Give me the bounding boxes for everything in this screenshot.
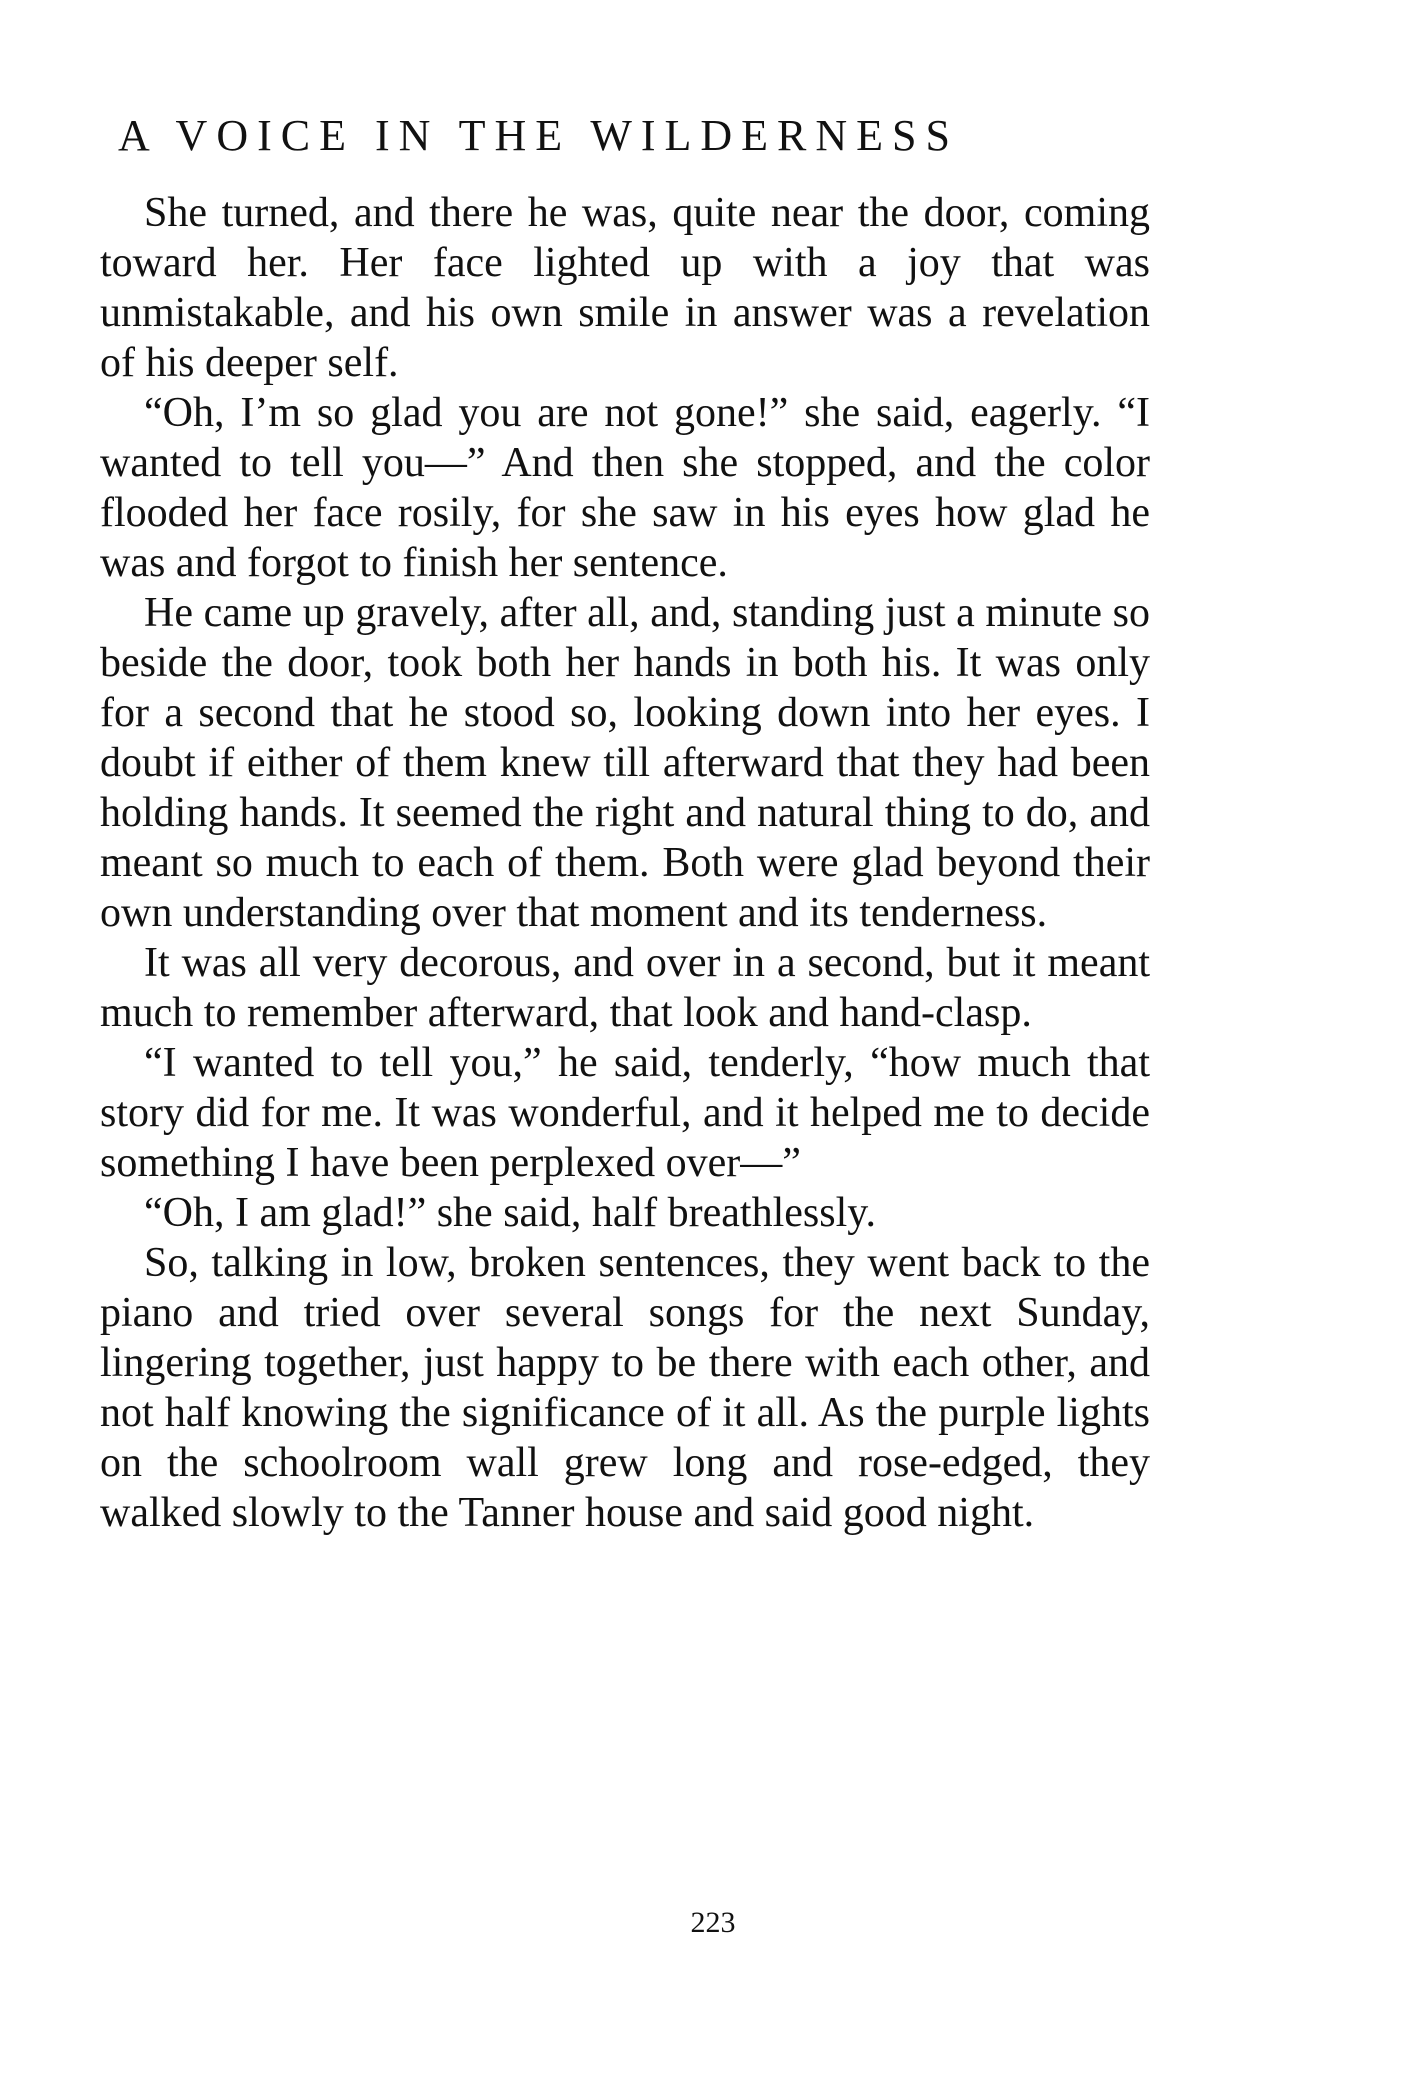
body-text: [100, 188, 1150, 1538]
paragraph: “Oh, I am glad!” she said, half breathlessly.: [144, 1190, 877, 1236]
paragraph: He came up gravely, after all, and, standing just a minute so beside the door, took both her hands in both his. It was only for a second that he stood so, looking down into her eyes. I doubt if either of them knew till afterward that they had been holding hands. It seemed the right and natural thing to do, and meant so much to each of them. Both were glad beyond their own understanding over that moment and its tenderness.: [100, 590, 1150, 936]
running-head-title: A VOICE IN THE WILDERNESS: [118, 111, 959, 160]
paragraph: So, talking in low, broken sentences, they went back to the piano and tried over several songs for the next Sunday, lingering together, just happy to be there with each other, and not half knowing the significance of it all. As the purple lights on the schoolroom wall grew long and rose-edged, they walked slowly to the Tanner house and said good night.: [100, 1240, 1150, 1536]
paragraph: It was all very decorous, and over in a second, but it meant much to remember afterward, that look and hand-clasp.: [100, 940, 1150, 1036]
paragraph: “Oh, I’m so glad you are not gone!” she said, eagerly. “I wanted to tell you—” And then she stopped, and the color flooded her face rosily, for she saw in his eyes how glad he was and forgot to finish her sentence.: [100, 390, 1150, 586]
paragraph: “I wanted to tell you,” he said, tenderly, “how much that story did for me. It was wonderful, and it helped me to decide something I have been perplexed over—”: [100, 1040, 1150, 1186]
page-number: 223: [690, 1906, 736, 1939]
paragraph: She turned, and there he was, quite near the door, coming toward her. Her face lighted up with a joy that was unmistakable, and his own smile in answer was a revelation of his deeper self.: [100, 190, 1150, 386]
